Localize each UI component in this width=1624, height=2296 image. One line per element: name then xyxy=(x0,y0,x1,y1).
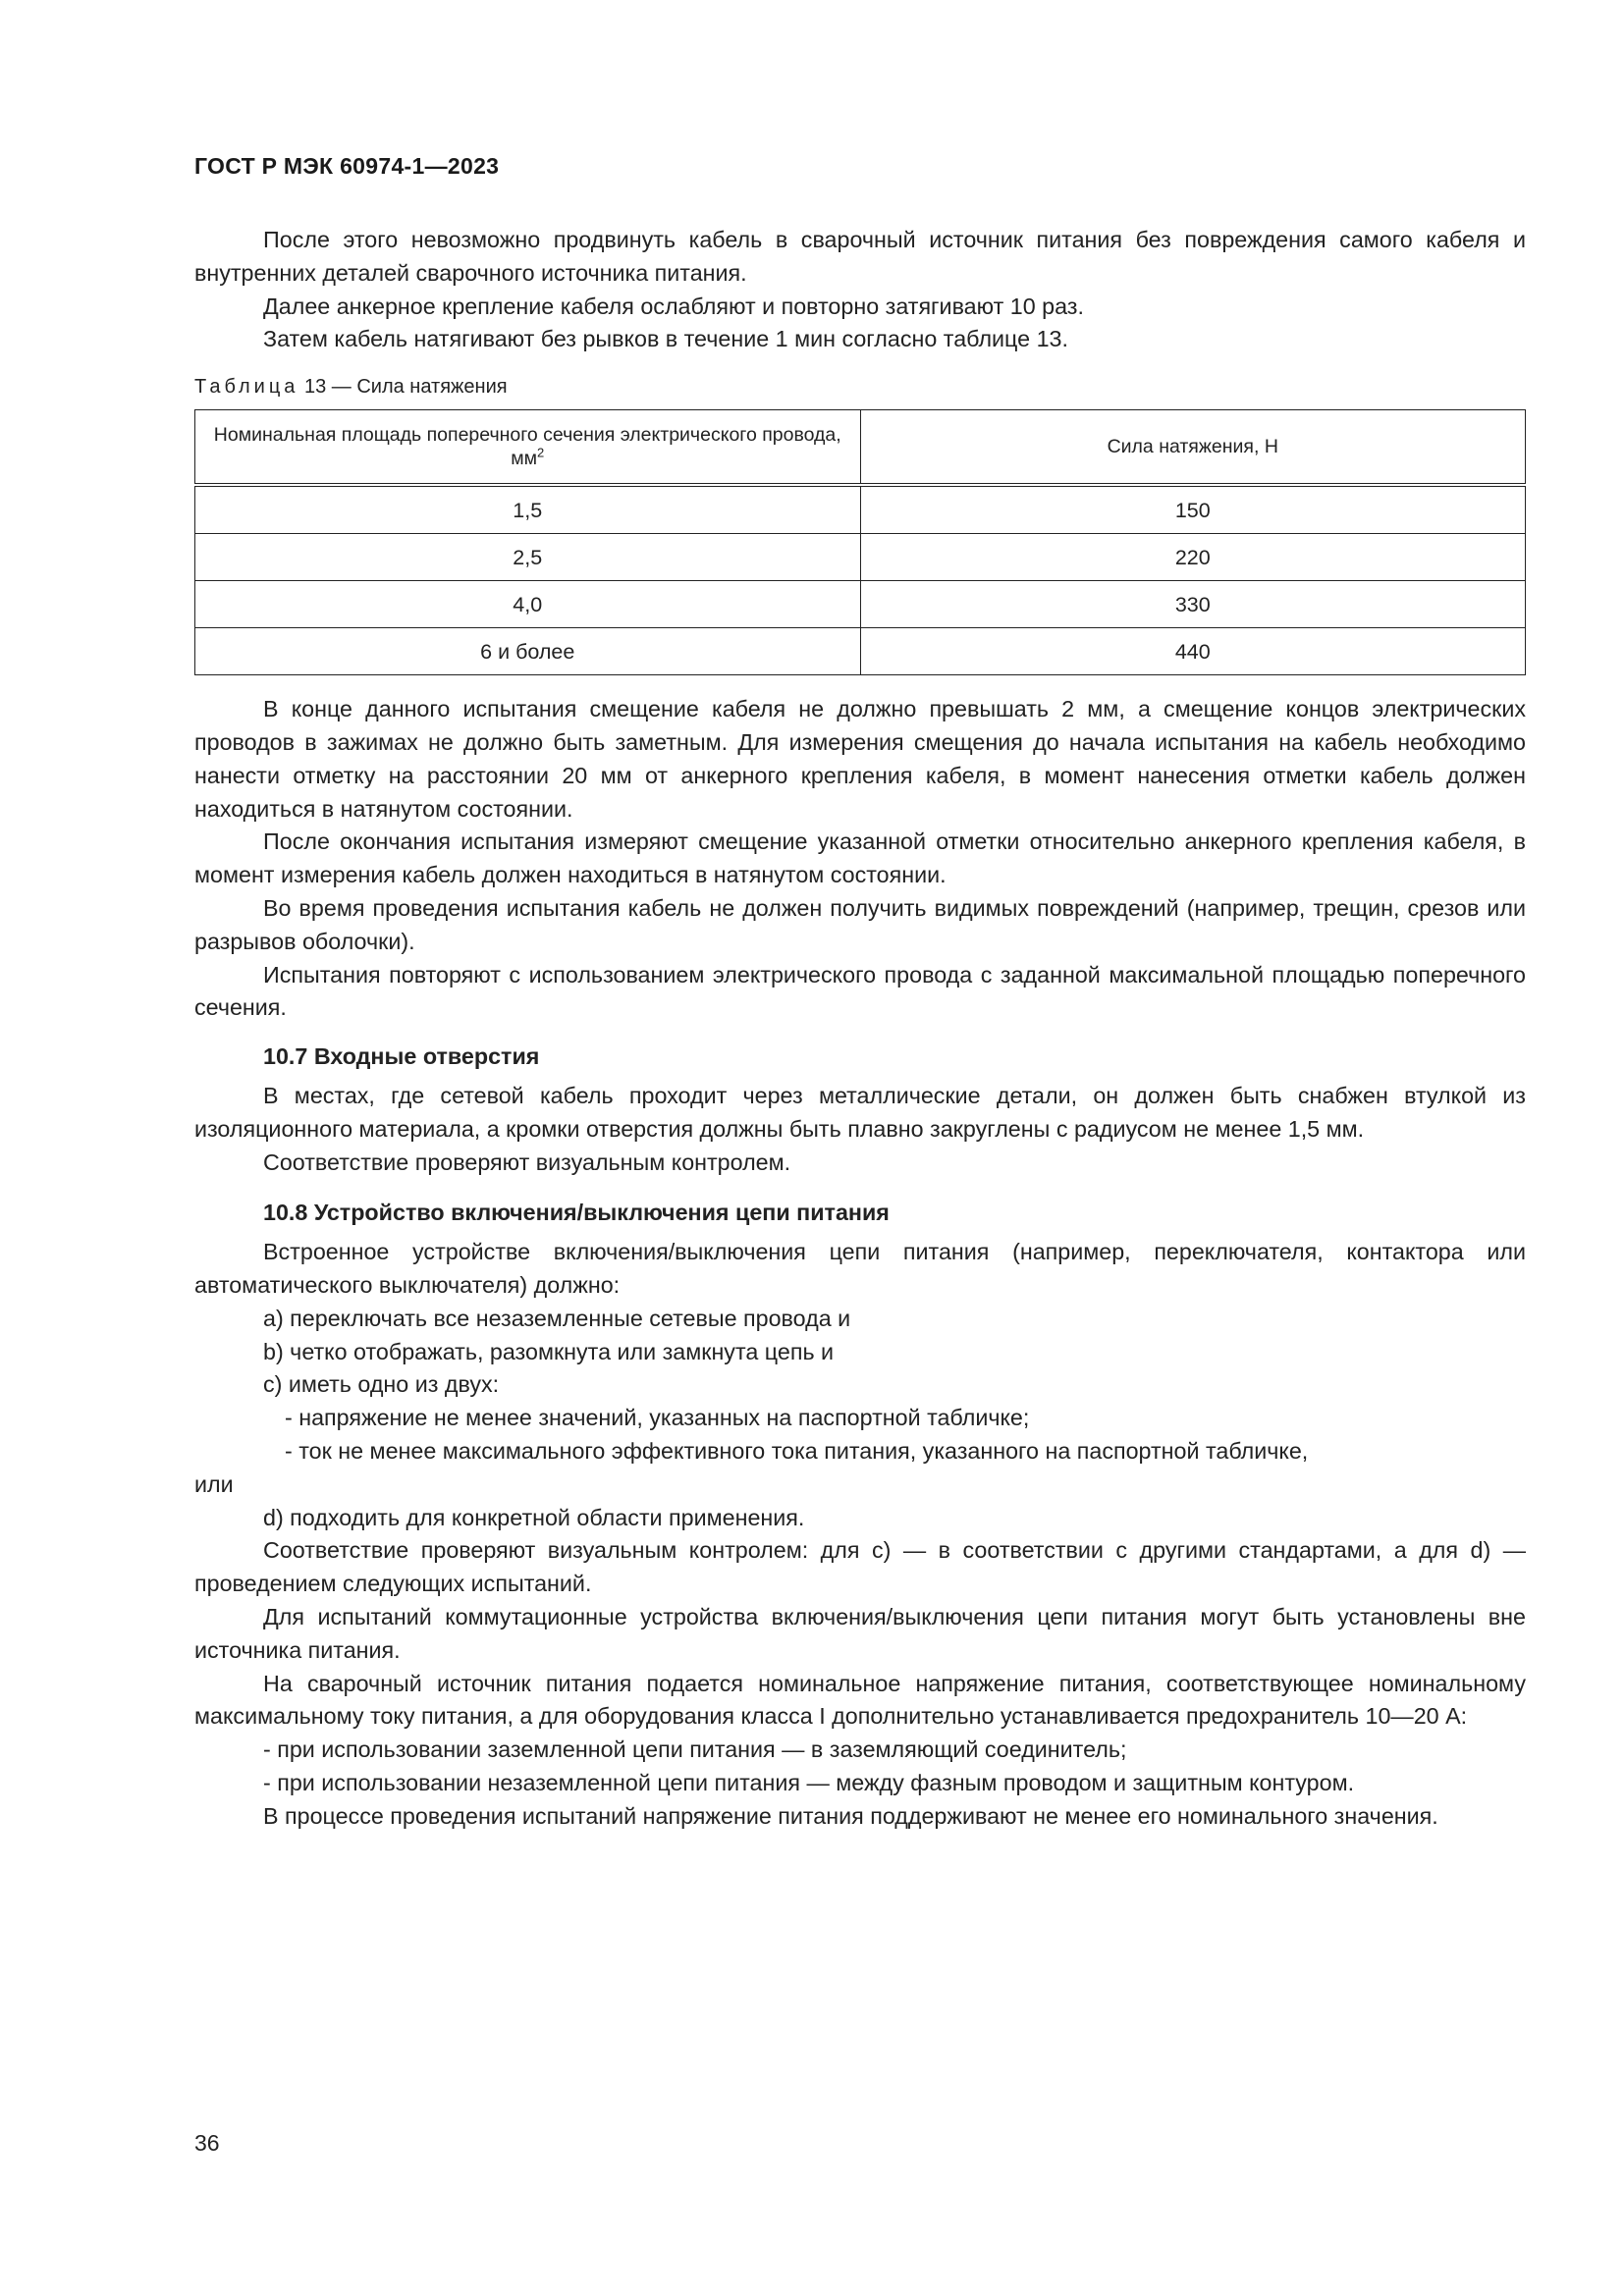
list-item-a: a) переключать все незаземленные сетевые провода и xyxy=(263,1305,851,1331)
paragraph: На сварочный источник питания подается номинальное напряжение питания, соответствующее номинальному максимальному току питания, а для оборудования класса I дополнительно устанавливается предохранитель 10—20 А: xyxy=(194,1670,1526,1730)
cell-area: 1,5 xyxy=(195,485,861,534)
paragraph: Далее анкерное крепление кабеля ослабляют и повторно затягивают 10 раз. xyxy=(263,293,1084,319)
table-caption-prefix: Таблица xyxy=(194,376,299,399)
section-heading-10-7: 10.7 Входные отверстия xyxy=(263,1043,540,1070)
paragraph: После окончания испытания измеряют смещение указанной отметки относительно анкерного крепления кабеля, в момент измерения кабель должен находиться в натянутом состоянии. xyxy=(194,828,1526,888)
paragraph: В местах, где сетевой кабель проходит через металлические детали, он должен быть снабжен втулкой из изоляционного материала, а кромки отверстия должны быть плавно закруглены с радиусом не менее 1,5 мм. xyxy=(194,1082,1526,1142)
table-header-row xyxy=(195,410,1526,486)
cell-area: 4,0 xyxy=(195,581,861,628)
page-number: 36 xyxy=(194,2130,220,2156)
paragraph: Испытания повторяют с использованием электрического провода с заданной максимальной площадью поперечного сечения. xyxy=(194,961,1526,1021)
cell-force: 220 xyxy=(860,534,1526,581)
dash-item: - напряжение не менее значений, указанных на паспортной табличке; xyxy=(285,1405,1030,1431)
cell-area: 6 и более xyxy=(195,628,861,675)
table-row xyxy=(195,485,1526,534)
paragraph: В конце данного испытания смещение кабеля не должно превышать 2 мм, а смещение концов электрических проводов в зажимах не должно быть заметным. Для измерения смещения до начала испытания на кабель необходимо нанести отметку на расстоянии 20 мм от анкерного крепления кабеля, в момент нанесения отметки кабель должен находиться в натянутом состоянии. xyxy=(194,696,1526,822)
cell-force: 440 xyxy=(860,628,1526,675)
paragraph: Соответствие проверяют визуальным контролем: для c) — в соответствии с другими стандартами, а для d) — проведением следующих испытаний. xyxy=(194,1537,1526,1597)
paragraph: Затем кабель натягивают без рывков в течение 1 мин согласно таблице 13. xyxy=(263,326,1068,352)
table-caption-title: 13 — Сила натяжения xyxy=(303,376,508,399)
paragraph: Встроенное устройстве включения/выключения цепи питания (например, переключателя, контактора или автоматического выключателя) должно: xyxy=(194,1239,1526,1298)
paragraph: Для испытаний коммутационные устройства включения/выключения цепи питания могут быть установлены вне источника питания. xyxy=(194,1603,1526,1663)
column-header-force: Сила натяжения, Н xyxy=(860,410,1526,486)
section-heading-10-8: 10.8 Устройство включения/выключения цепи питания xyxy=(263,1200,890,1226)
list-item-c: c) иметь одно из двух: xyxy=(263,1371,500,1398)
list-item-d: d) подходить для конкретной области применения. xyxy=(263,1504,805,1530)
paragraph: Во время проведения испытания кабель не должен получить видимых повреждений (например, трещин, срезов или разрывов оболочки). xyxy=(194,894,1526,954)
dash-item: - при использовании заземленной цепи питания — в заземляющий соединитель; xyxy=(263,1736,1127,1763)
table-row xyxy=(195,581,1526,628)
page-content xyxy=(194,224,1526,1833)
or-word: или xyxy=(194,1470,234,1497)
table-row xyxy=(195,628,1526,675)
table-row xyxy=(195,534,1526,581)
column-header-area: Номинальная площадь поперечного сечения электрического провода, $мм^2$ xyxy=(195,410,861,486)
paragraph: После этого невозможно продвинуть кабель в сварочный источник питания без повреждения самого кабеля и внутренних деталей сварочного источника питания. xyxy=(194,227,1526,286)
table-caption xyxy=(194,374,1526,400)
paragraph: Соответствие проверяют визуальным контролем. xyxy=(263,1148,791,1175)
dash-item: - ток не менее максимального эффективного тока питания, указанного на паспортной табличке, xyxy=(285,1437,1309,1464)
cell-force: 150 xyxy=(860,485,1526,534)
paragraph: В процессе проведения испытаний напряжение питания поддерживают не менее его номинального значения. xyxy=(263,1802,1438,1829)
document-header: ГОСТ Р МЭК 60974-1—2023 xyxy=(194,153,500,179)
cell-area: 2,5 xyxy=(195,534,861,581)
tension-force-table xyxy=(194,409,1526,675)
cell-force: 330 xyxy=(860,581,1526,628)
list-item-b: b) четко отображать, разомкнута или замкнута цепь и xyxy=(263,1338,835,1364)
dash-item: - при использовании незаземленной цепи питания — между фазным проводом и защитным контуром. xyxy=(263,1769,1355,1795)
